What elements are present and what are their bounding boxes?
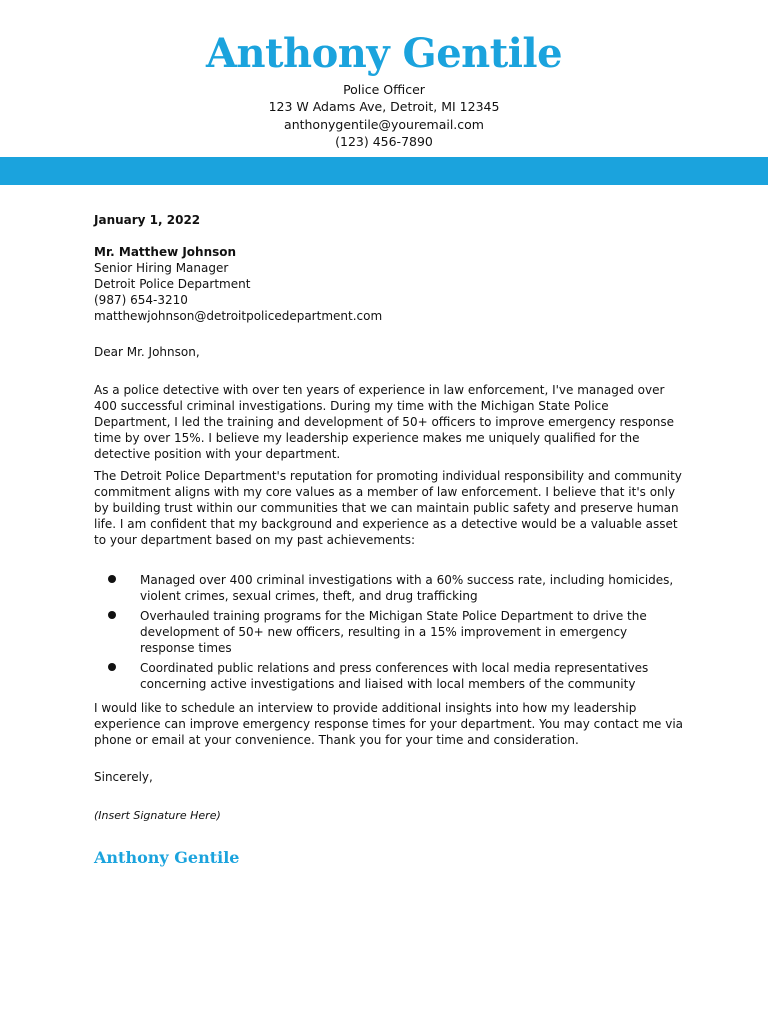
accent-band <box>0 157 768 185</box>
paragraph-values: The Detroit Police Department's reputation for promoting individual responsibility and community commitment aligns with my core values as a member of law enforcement. I believe that it's only by building trust within our communities that we can maintain public safety and preserve human life. I am confident that my background and experience as a detective would be a valuable asset to your department based on my past achievements: <box>94 469 682 547</box>
achievements-list <box>94 572 684 696</box>
paragraph-closing: I would like to schedule an interview to provide additional insights into how my leadership experience can improve emergency response times for your department. You may contact me via phone or email at your convenience. Thank you for your time and consideration. <box>94 701 684 747</box>
recipient-organization: Detroit Police Department <box>94 277 251 291</box>
recipient-email: matthewjohnson@detroitpolicedepartment.com <box>94 309 383 323</box>
list-item <box>94 608 684 656</box>
paragraph-intro: As a police detective with over ten years of experience in law enforcement, I've managed over 400 successful criminal investigations. During my time with the Michigan State Police Department, I led the training and development of 50+ officers to improve emergency response time by over 15%. I believe my leadership experience makes me uniquely qualified for the detective position with your department. <box>94 383 674 461</box>
list-item <box>94 572 684 604</box>
list-item-text: Coordinated public relations and press conferences with local media representatives concerning active investigations and liaised with local members of the community <box>140 661 649 691</box>
letter-header <box>0 0 768 157</box>
letter-date: January 1, 2022 <box>94 213 201 227</box>
list-item-text: Managed over 400 criminal investigations with a 60% success rate, including homicides, violent crimes, sexual crimes, theft, and drug trafficking <box>140 573 674 603</box>
closing: Sincerely, <box>94 770 153 784</box>
sender-email: anthonygentile@youremail.com <box>284 117 484 132</box>
bullet-icon <box>108 663 116 671</box>
recipient-block <box>94 244 684 324</box>
recipient-name: Mr. Matthew Johnson <box>94 245 237 259</box>
sender-phone: (123) 456-7890 <box>335 134 433 149</box>
sender-name: Anthony Gentile <box>205 30 563 77</box>
signature-placeholder: (Insert Signature Here) <box>94 809 221 822</box>
list-item-text: Overhauled training programs for the Michigan State Police Department to drive the development of 50+ new officers, resulting in a 15% improvement in emergency response times <box>140 609 647 655</box>
greeting: Dear Mr. Johnson, <box>94 345 200 359</box>
bullet-icon <box>108 611 116 619</box>
bullet-icon <box>108 575 116 583</box>
sender-address: 123 W Adams Ave, Detroit, MI 12345 <box>268 99 500 114</box>
recipient-phone: (987) 654-3210 <box>94 293 188 307</box>
list-item <box>94 660 684 692</box>
sender-title: Police Officer <box>343 82 425 97</box>
signature-name: Anthony Gentile <box>94 848 240 867</box>
recipient-title: Senior Hiring Manager <box>94 261 229 275</box>
